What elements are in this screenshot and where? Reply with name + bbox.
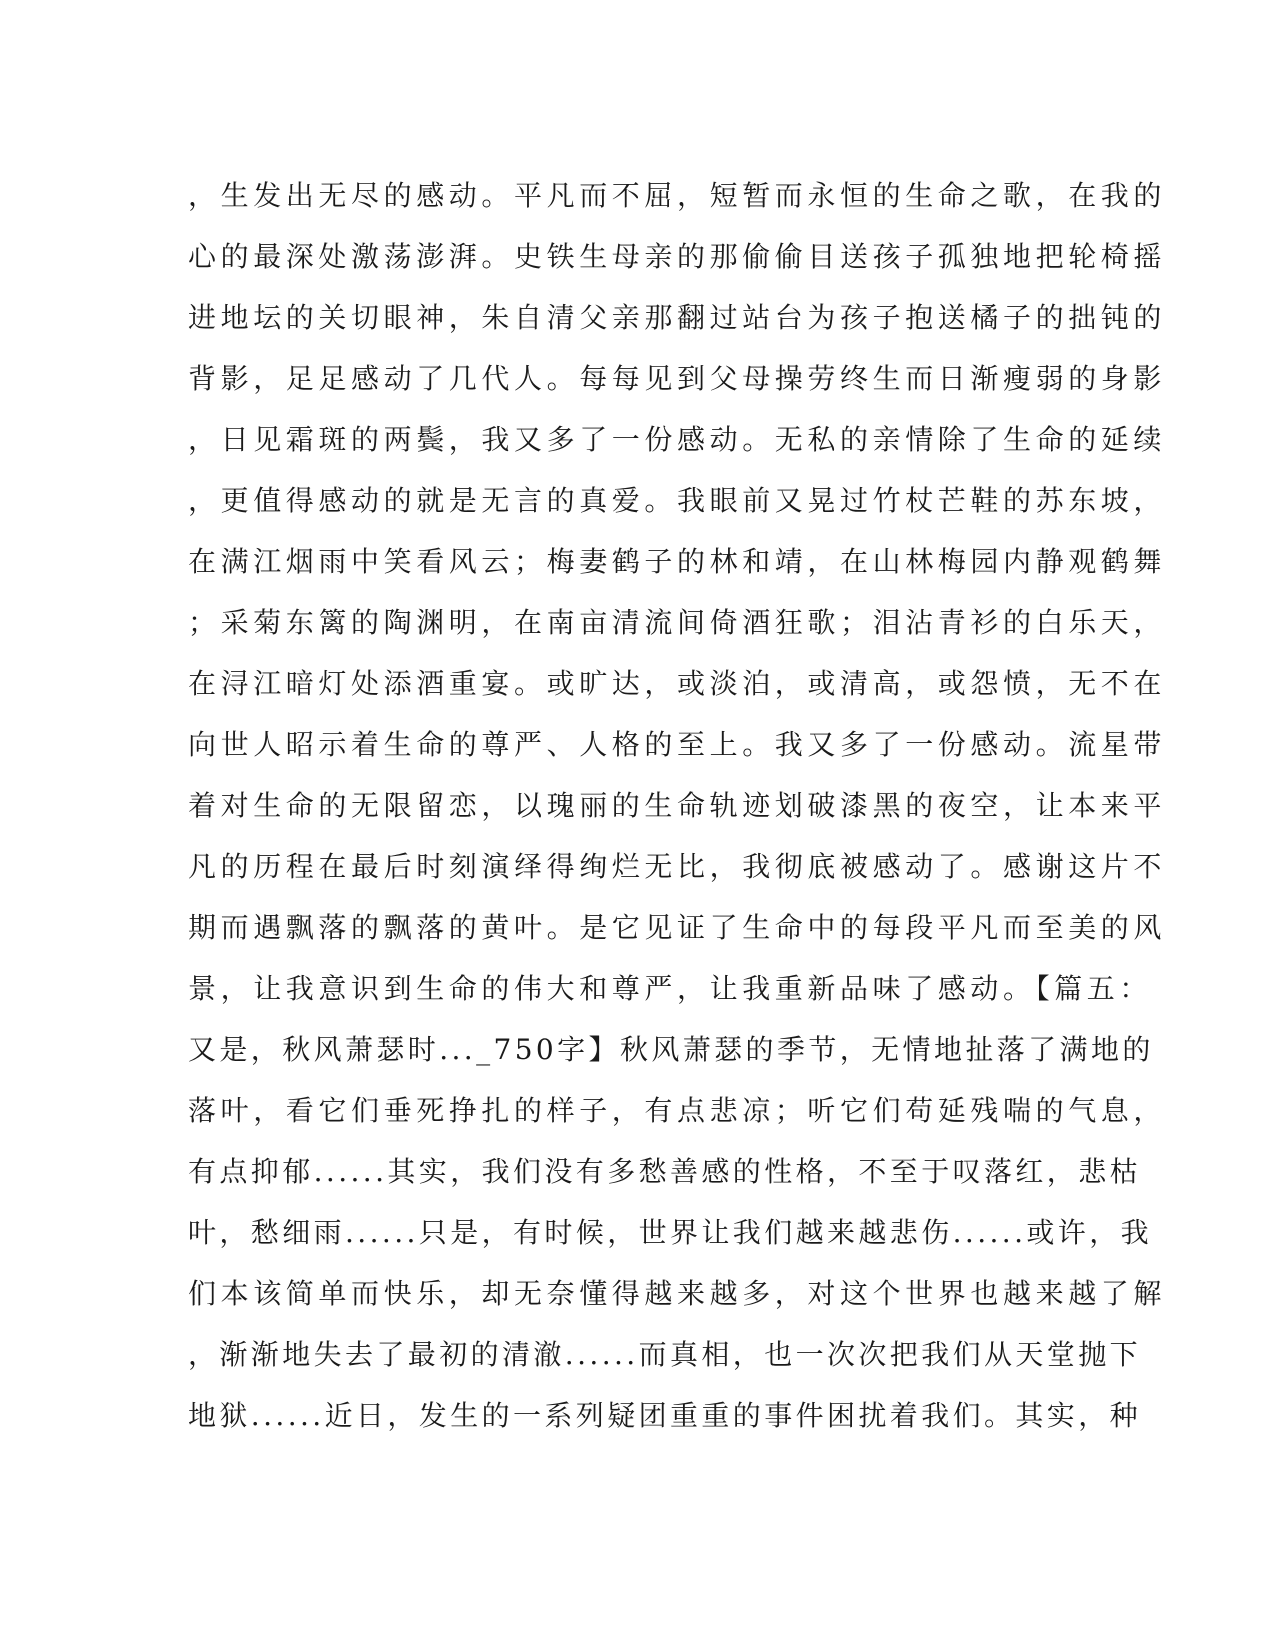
text-line: 凡的历程在最后时刻演绎得绚烂无比，我彻底被感动了。感谢这片不 (188, 850, 1167, 883)
text-line: 在浔江暗灯处添酒重宴。或旷达，或淡泊，或清高，或怨愤，无不在 (188, 667, 1167, 700)
text-line: ，渐渐地失去了最初的清澈......而真相，也一次次把我们从天堂抛下 (188, 1338, 1142, 1371)
text-line: 叶，愁细雨......只是，有时候，世界让我们越来越悲伤......或许，我 (188, 1216, 1153, 1249)
text-line: 期而遇飘落的飘落的黄叶。是它见证了生命中的每段平凡而至美的风 (188, 911, 1167, 944)
text-line: 有点抑郁......其实，我们没有多愁善感的性格，不至于叹落红，悲枯 (188, 1155, 1142, 1188)
text-line: ，更值得感动的就是无言的真爱。我眼前又晃过竹杖芒鞋的苏东坡， (188, 484, 1167, 517)
text-line: 向世人昭示着生命的尊严、人格的至上。我又多了一份感动。流星带 (188, 728, 1167, 761)
text-line: 在满江烟雨中笑看风云；梅妻鹤子的林和靖，在山林梅园内静观鹤舞 (188, 545, 1167, 578)
text-line: 进地坛的关切眼神，朱自清父亲那翻过站台为孩子抱送橘子的拙钝的 (188, 301, 1167, 334)
body-text (188, 165, 1167, 1446)
text-line: 们本该简单而快乐，却无奈懂得越来越多，对这个世界也越来越了解 (188, 1277, 1167, 1310)
text-line: 着对生命的无限留恋，以瑰丽的生命轨迹划破漆黑的夜空，让本来平 (188, 789, 1167, 822)
text-line: 心的最深处激荡澎湃。史铁生母亲的那偷偷目送孩子孤独地把轮椅摇 (188, 240, 1167, 273)
text-line: 背影，足足感动了几代人。每每见到父母操劳终生而日渐瘦弱的身影 (188, 362, 1167, 395)
text-line: 地狱......近日，发生的一系列疑团重重的事件困扰着我们。其实，种 (188, 1399, 1142, 1432)
text-line: 景，让我意识到生命的伟大和尊严，让我重新品味了感动。【篇五： (188, 972, 1153, 1005)
text-line: ，日见霜斑的两鬓，我又多了一份感动。无私的亲情除了生命的延续 (188, 423, 1167, 456)
text-line: ；采菊东篱的陶渊明，在南亩清流间倚酒狂歌；泪沾青衫的白乐天， (188, 606, 1167, 639)
text-line: ，生发出无尽的感动。平凡而不屈，短暂而永恒的生命之歌，在我的 (188, 179, 1167, 212)
text-line: 落叶，看它们垂死挣扎的样子，有点悲凉；听它们苟延残喘的气息， (188, 1094, 1167, 1127)
text-line: 又是，秋风萧瑟时..._750字】秋风萧瑟的季节，无情地扯落了满地的 (188, 1033, 1154, 1066)
